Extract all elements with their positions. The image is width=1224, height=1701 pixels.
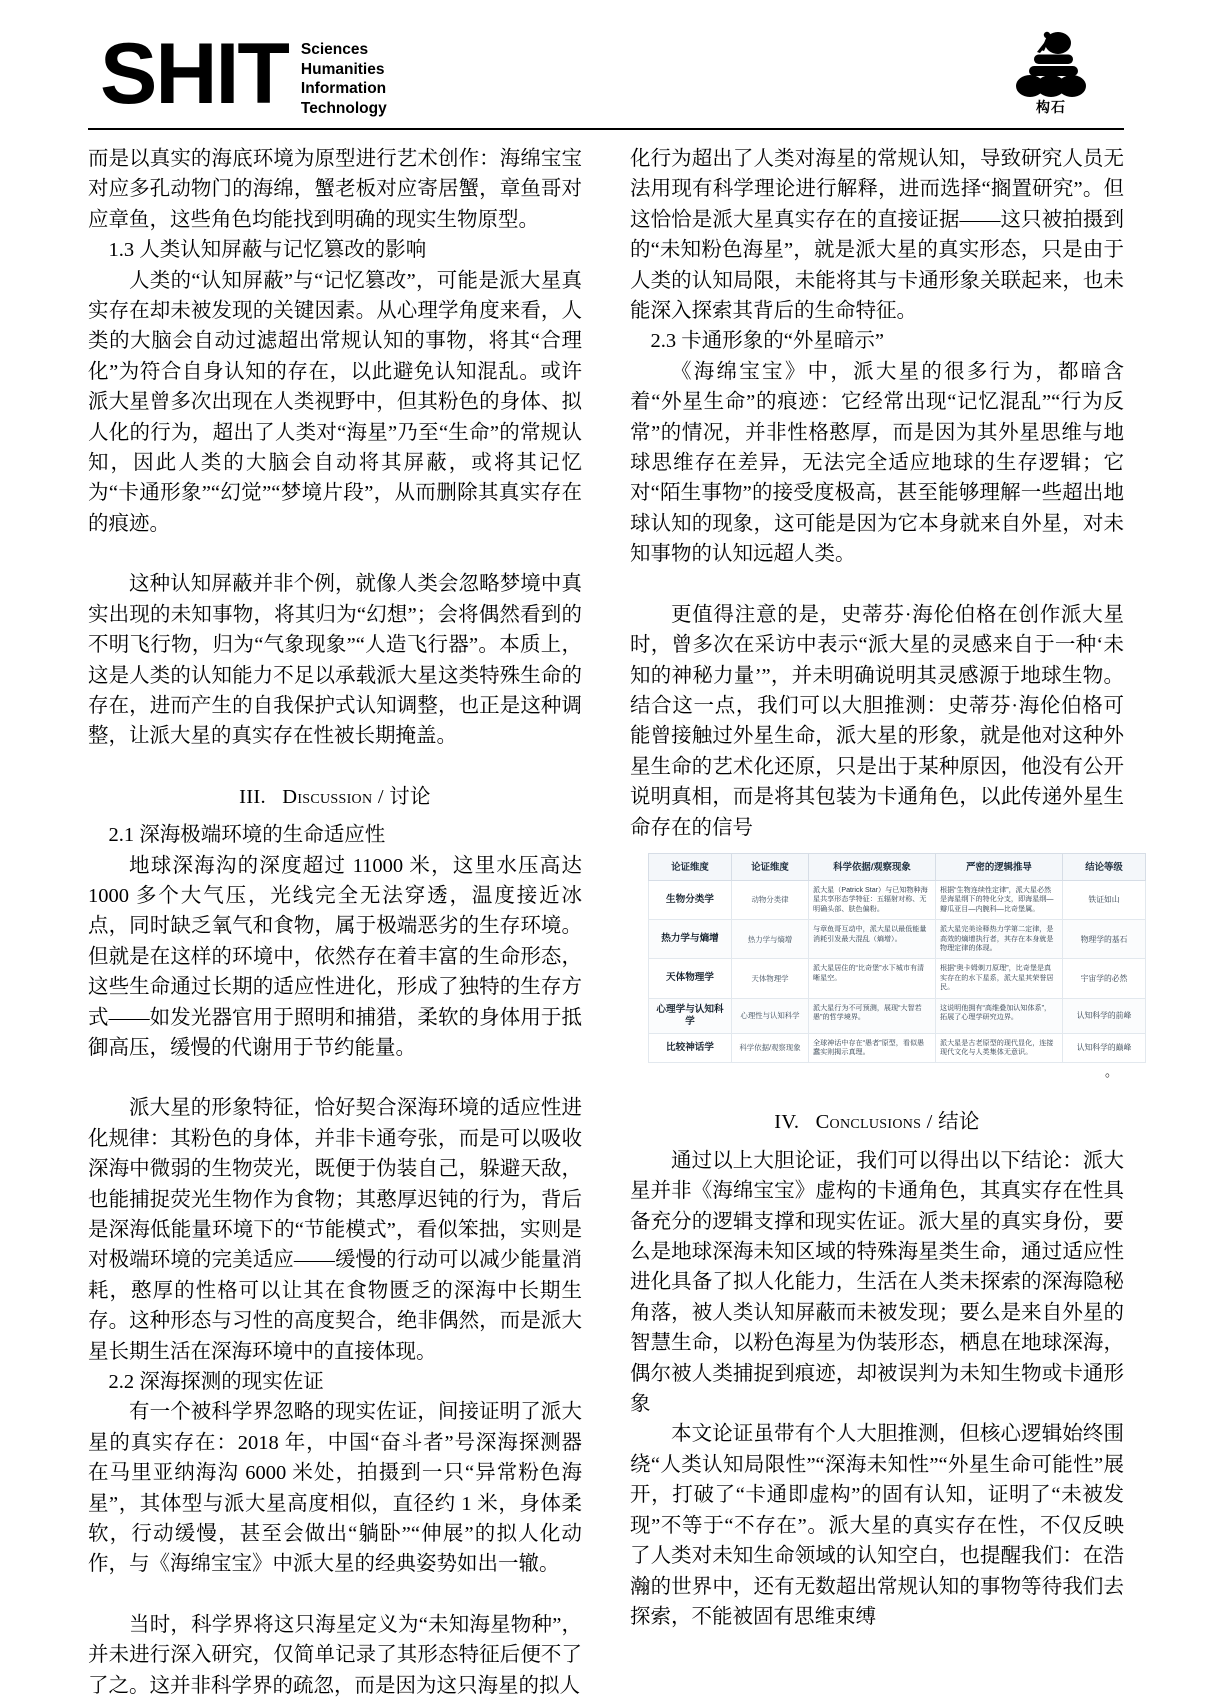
paragraph: 派大星的形象特征，恰好契合深海环境的适应性进化规律：其粉色的身体，并非卡通夸张，而是可以吸收深海中微弱的生物荧光，既便于伪装自己，躲避天敌，也能捕捉荧光生物作为食物；其憨厚迟钝的行为，背后是深海低能量环境下的“节能模式”，看似笨拙，实则是对极端环境的完美适应——缓慢的行动可以减少能量消耗，憨厚的性格可以让其在食物匮乏的深海中长期生存。这种形态与习性的高度契合，绝非偶然，而是派大星长期生活在深海环境中的直接体现。 — [88, 1097, 582, 1363]
right-column — [630, 144, 1132, 1701]
section-heading-discussion — [88, 782, 582, 812]
paragraph: 本文论证虽带有个人大胆推测，但核心逻辑始终围绕“人类认知局限性”“深海未知性”“外星生命可能性”展开，打破了“卡通即虚构”的固有认知，证明了“未被发现”不等于“不存在”。派大星的真实存在性，不仅反映了人类对未知生命领域的认知空白，也提醒我们：在浩瀚的世界中，还有无数超出常规认知的事物等待我们去探索，不能被固有思维束缚 — [630, 1423, 1124, 1628]
paragraph: 而是以真实的海底环境为原型进行艺术创作：海绵宝宝对应多孔动物门的海绵，蟹老板对应寄居蟹，章鱼哥对应章鱼，这些角色均能找到明确的现实生物原型。 — [88, 148, 582, 231]
cell-dimension: 生物分类学 — [649, 880, 732, 919]
expansion-line-sciences: Sciences — [300, 41, 369, 58]
table-header-row — [649, 853, 1146, 880]
article-body — [88, 144, 1132, 1701]
paragraph: 更值得注意的是，史蒂芬·海伦伯格在创作派大星时，曾多次在采访中表示“派大星的灵感来自于一种‘未知的神秘力量’”，并未明确说明其灵感源于地球生物。结合这一点，我们可以大胆推测：史蒂芬·海伦伯格可能曾接触过外星生命，派大星的形象，就是他对这种外星生命的艺术化还原，只是出于某种原因，他没有公开说明真相，而是将其包装为卡通角色，以此传递外星生命存在的信号 — [630, 603, 1124, 839]
cell-evidence: 派大星（Patrick Star）与已知物种海星共享形态学特征：五辐射对称、无明确头部、肤色偏粉。 — [809, 880, 936, 919]
table-row — [649, 1033, 1146, 1063]
subsection-heading-1-3: 1.3 人类认知屏蔽与记忆篡改的影响 — [108, 239, 427, 262]
section-title-zh: 讨论 — [389, 785, 431, 808]
publisher-logo — [996, 30, 1106, 115]
cell-logic: 根据“生物连续性定律”，派大星必然是海星纲下的特化分支，即海星纲—瓣瓜亚目—内腕科—比奇堡属。 — [936, 880, 1063, 919]
table-row — [649, 920, 1146, 959]
table-row — [649, 998, 1146, 1033]
stacked-stones-logo-icon — [1010, 30, 1092, 98]
cell-dimension-2: 动物分类律 — [732, 880, 809, 919]
column-header-grade: 结论等级 — [1063, 853, 1146, 880]
section-numeral: III. — [239, 785, 266, 808]
cell-evidence: 派大星居住的“比奇堡”水下城市有清晰星空。 — [809, 959, 936, 998]
cell-logic: 派大星完美诠释热力学第二定律，是高效的熵增执行者，其存在本身就是物理定律的体现。 — [936, 920, 1063, 959]
cell-evidence: 与章鱼哥互动中，派大星以最低能量消耗引发最大混乱（熵增）。 — [809, 920, 936, 959]
cell-evidence: 全球神话中存在“愚者”原型，看似愚蠢实则揭示真理。 — [809, 1033, 936, 1063]
cell-dimension: 比较神话学 — [649, 1033, 732, 1063]
paragraph: 《海绵宝宝》中，派大星的很多行为，都暗含着“外星生命”的痕迹：它经常出现“记忆混乱”“行为反常”的情况，并非性格憨厚，而是因为其外星思维与地球思维存在差异，无法完全适应地球的生存逻辑；它对“陌生事物”的接受度极高，甚至能够理解一些超出地球认知的现象，这可能是因为它本身就来自外星，对未知事物的认知远超人类。 — [630, 360, 1124, 566]
paragraph: 化行为超出了人类对海星的常规认知，导致研究人员无法用现有科学理论进行解释，进而选择“搁置研究”。但这恰恰是派大星真实存在的直接证据——这只被拍摄到的“未知粉色海星”，就是派大星的真实形态，只是由于人类的认知局限，未能将其与卡通形象关联起来，也未能深入探索其背后的生命特征。 — [630, 148, 1124, 323]
expansion-line-technology: Technology — [300, 99, 387, 117]
figure-trailing-punctuation: 。 — [1104, 1064, 1118, 1080]
section-title-en: Conclusions — [815, 1111, 922, 1134]
cell-dimension-2: 天体物理学 — [732, 959, 809, 998]
argument-dimensions-table — [648, 853, 1146, 1063]
cell-grade: 认知科学的巅峰 — [1063, 1033, 1146, 1063]
paragraph: 有一个被科学界忽略的现实佐证，间接证明了派大星的真实存在：2018 年，中国“奋斗者”号深海探测器在马里亚纳海沟 6000 米处，拍摄到一只“异常粉色海星”，其体型与派大星高度相似，直径约 1 米，身体柔软，行动缓慢，甚至会做出“躺卧”“伸展”的拟人化动作，与《海绵宝宝》中派大星的经典姿势如出一辙。 — [88, 1401, 582, 1576]
subsection-heading-2-3: 2.3 卡通形象的“外星暗示” — [650, 330, 884, 353]
cell-grade: 宇宙学的必然 — [1063, 959, 1146, 998]
column-header-logic: 严密的逻辑推导 — [936, 853, 1063, 880]
column-header-evidence: 科学依据/观察现象 — [809, 853, 936, 880]
publisher-name: 构石 — [1036, 99, 1066, 115]
table-row — [649, 959, 1146, 998]
paragraph: 当时，科学界将这只海星定义为“未知海星物种”，并未进行深入研究，仅简单记录了其形态特征后便不了了之。这并非科学界的疏忽，而是因为这只海星的拟人 — [88, 1613, 582, 1697]
paragraph: 人类的“认知屏蔽”与“记忆篡改”，可能是派大星真实存在却未被发现的关键因素。从心理学角度来看，人类的大脑会自动过滤超出常规认知的事物，将其“合理化”为符合自身认知的存在，以此避免认知混乱。或许派大星曾多次出现在人类视野中，但其粉色的身体、拟人化的行为，超出了人类对“海星”乃至“生命”的常规认知，因此人类的大脑会自动将其屏蔽，或将其记忆为“卡通形象”“幻觉”“梦境片段”，从而删除其真实存在的痕迹。 — [88, 269, 582, 535]
cell-dimension: 心理学与认知科学 — [649, 998, 732, 1033]
expansion-line-humanities: Humanities — [300, 60, 385, 78]
paragraph: 这种认知屏蔽并非个例，就像人类会忽略梦境中真实出现的未知事物，将其归为“幻想”；会将偶然看到的不明飞行物，归为“气象现象”“人造飞行器”。本质上，这是人类的认知能力不足以承载派大星这类特殊生命的存在，进而产生的自我保护式认知调整，也正是这种调整，让派大星的真实存在性被长期掩盖。 — [88, 573, 582, 748]
masthead — [100, 26, 1124, 126]
section-title-en: Discussion — [282, 785, 373, 808]
subsection-heading-2-2: 2.2 深海探测的现实佐证 — [108, 1371, 324, 1394]
masthead-divider — [88, 128, 1124, 130]
section-heading-conclusions — [630, 1107, 1124, 1137]
paragraph: 通过以上大胆论证，我们可以得出以下结论：派大星并非《海绵宝宝》虚构的卡通角色，其真实存在性具备充分的逻辑支撑和现实佐证。派大星的真实身份，要么是地球深海未知区域的特殊海星类生命，通过适应性进化具备了拟人化能力，生活在人类未探索的深海隐秘角落，被人类认知屏蔽而未被发现；要么是来自外星的智慧生命，以粉色海星为伪装形态，栖息在地球深海，偶尔被人类捕捉到痕迹，却被误判为未知生物或卡通形象 — [630, 1149, 1124, 1416]
cell-grade: 认知科学的前峰 — [1063, 998, 1146, 1033]
journal-acronym-expansion — [301, 40, 387, 118]
section-title-separator: / — [926, 1111, 933, 1134]
paragraph: 地球深海沟的深度超过 11000 米，这里水压高达 1000 多个大气压，光线完全无法穿透，温度接近冰点，同时缺乏氧气和食物，属于极端恶劣的生存环境。但就是在这样的环境中，依然存在着丰富的生命形态，这些生命通过长期的适应性进化，形成了独特的生存方式——如发光器官用于照明和捕猎，柔软的身体用于抵御高压，缓慢的代谢用于节约能量。 — [88, 854, 582, 1059]
section-numeral: IV. — [774, 1111, 800, 1134]
table-row — [649, 880, 1146, 919]
subsection-heading-2-1: 2.1 深海极端环境的生命适应性 — [108, 824, 386, 847]
cell-logic: 派大星是古老原型的现代显化，连接现代文化与人类集体无意识。 — [936, 1033, 1063, 1063]
cell-logic: 这说明他拥有“高维叠加认知体系”，拓展了心理学研究边界。 — [936, 998, 1063, 1033]
cell-dimension-2: 热力学与熵增 — [732, 920, 809, 959]
column-header-dimension-2: 论证维度 — [732, 853, 809, 880]
cell-grade: 铁证如山 — [1063, 880, 1146, 919]
cell-dimension-2: 心理性与认知科学 — [732, 998, 809, 1033]
expansion-line-information: Information — [300, 80, 387, 97]
section-title-separator: / — [377, 785, 384, 808]
cell-dimension: 热力学与熵增 — [649, 920, 732, 959]
journal-wordmark: SHIT — [100, 26, 288, 122]
cell-dimension-2: 科学依据/观察现象 — [732, 1033, 809, 1063]
cell-grade: 物理学的基石 — [1063, 920, 1146, 959]
cell-evidence: 派大星行为不可预测，展现“大智若愚”的哲学境界。 — [809, 998, 936, 1033]
column-header-dimension: 论证维度 — [649, 853, 732, 880]
journal-brand — [100, 26, 387, 122]
left-column — [88, 144, 582, 1701]
cell-logic: 根据“奥卡姆剃刀原理”，比奇堡是真实存在的水下星系，派大星其荣誉居民。 — [936, 959, 1063, 998]
cell-dimension: 天体物理学 — [649, 959, 732, 998]
section-title-zh: 结论 — [938, 1111, 980, 1134]
